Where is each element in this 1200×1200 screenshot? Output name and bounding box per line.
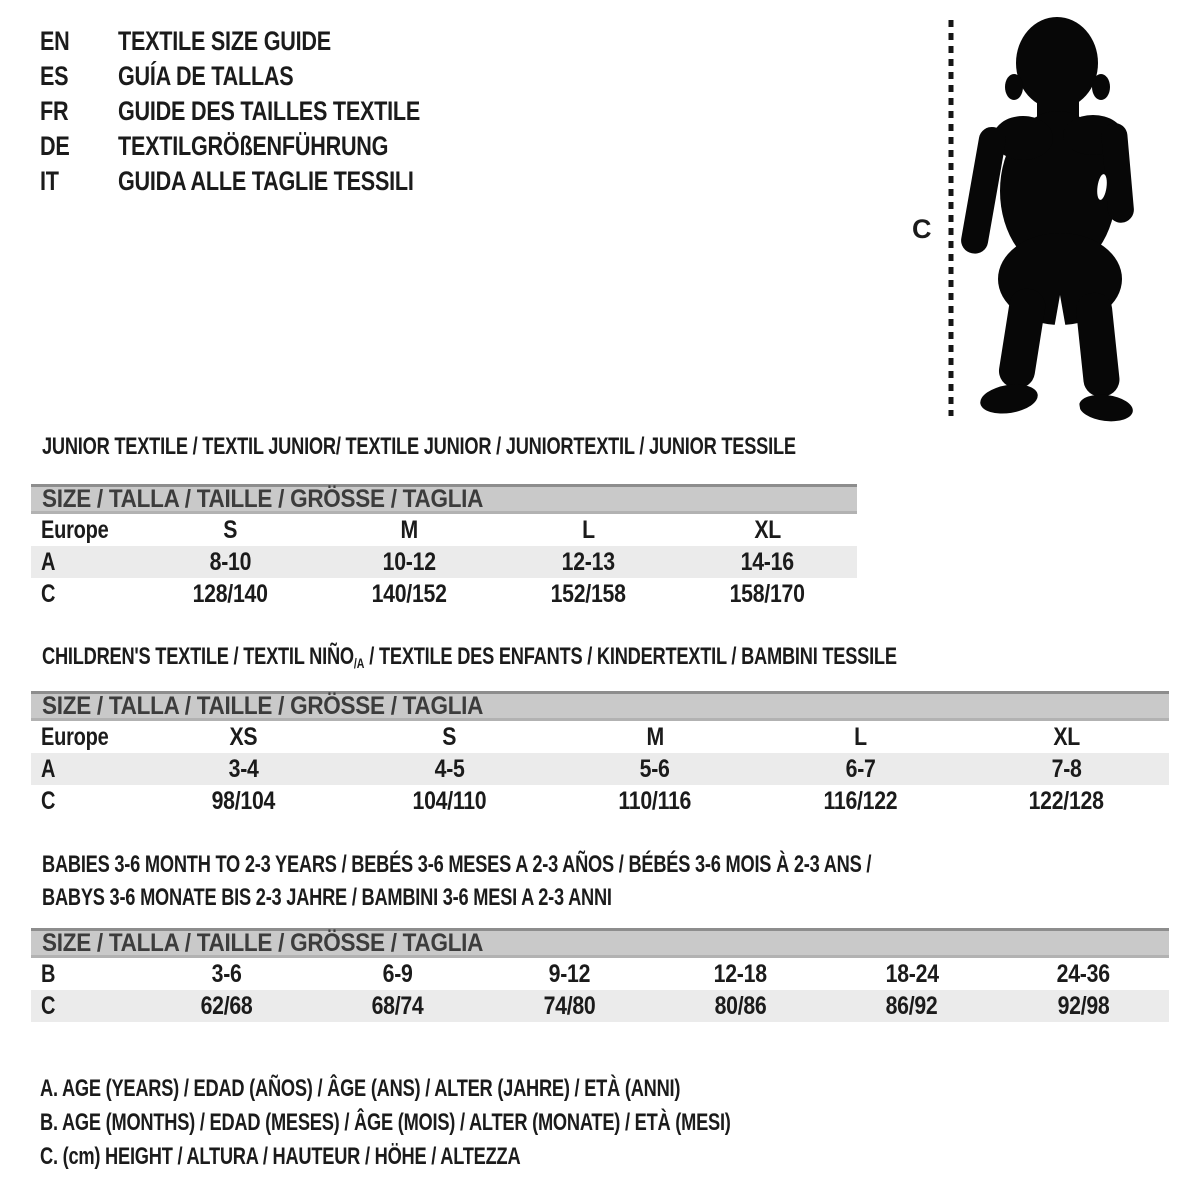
junior-size-header-bar <box>31 484 857 514</box>
children-size-header-bar <box>31 691 1169 721</box>
children-region-label: Europe <box>41 722 109 751</box>
lang-label-fr: GUIDE DES TAILLES TEXTILE <box>118 96 421 126</box>
lang-code-de: DE <box>40 131 70 161</box>
junior-columns-row <box>31 514 857 546</box>
junior-col-l: L <box>582 515 595 544</box>
children-col-xs: XS <box>229 722 258 751</box>
lang-row-es <box>40 59 496 94</box>
children-size-table <box>31 691 1169 817</box>
children-col-xl: XL <box>1052 722 1080 751</box>
junior-col-xl: XL <box>754 515 781 544</box>
footnote-c: C. (cm) HEIGHT / ALTURA / HAUTEUR / HÖHE / ALTEZZA <box>40 1143 521 1170</box>
lang-label-es: GUÍA DE TALLAS <box>118 61 294 91</box>
lang-label-en: TEXTILE SIZE GUIDE <box>118 26 331 56</box>
babies-size-table <box>31 928 1169 1022</box>
junior-row-c: C 128/140 140/152 152/158 158/170 <box>31 578 857 610</box>
lang-label-de: TEXTILGRÖßENFÜHRUNG <box>118 131 389 161</box>
junior-section-heading: JUNIOR TEXTILE / TEXTIL JUNIOR/ TEXTILE JUNIOR / JUNIORTEXTIL / JUNIOR TESSILE <box>42 433 796 460</box>
footnote-a: A. AGE (YEARS) / EDAD (AÑOS) / ÂGE (ANS) / ALTER (JAHRE) / ETÀ (ANNI) <box>40 1075 681 1102</box>
lang-row-de <box>40 129 496 164</box>
footnote-b: B. AGE (MONTHS) / EDAD (MESES) / ÂGE (MOIS) / ALTER (MONATE) / ETÀ (MESI) <box>40 1109 731 1136</box>
lang-label-it: GUIDA ALLE TAGLIE TESSILI <box>118 166 414 196</box>
junior-col-s: S <box>223 515 238 544</box>
junior-region-label: Europe <box>41 515 109 544</box>
height-marker-label: C <box>912 214 932 244</box>
children-size-header-text: SIZE / TALLA / TAILLE / GRÖSSE / TAGLIA <box>42 691 484 720</box>
language-legend <box>40 24 496 199</box>
children-col-l: L <box>854 722 867 751</box>
children-row-a: A 3-4 4-5 5-6 6-7 7-8 <box>31 753 1169 785</box>
toddler-silhouette-icon <box>900 8 1160 426</box>
babies-size-header-bar <box>31 928 1169 958</box>
lang-row-en <box>40 24 496 59</box>
children-columns-row <box>31 721 1169 753</box>
babies-row-c: C 62/68 68/74 74/80 80/86 86/92 92/98 <box>31 990 1169 1022</box>
lang-code-en: EN <box>40 26 70 56</box>
children-heading-subscript: /A <box>353 654 365 671</box>
children-section-heading: CHILDREN'S TEXTILE / TEXTIL NIÑO/A / TEXTILE DES ENFANTS / KINDERTEXTIL / BAMBINI TESSILE <box>42 643 897 671</box>
children-col-m: M <box>646 722 664 751</box>
lang-row-it <box>40 164 496 199</box>
lang-code-es: ES <box>40 61 69 91</box>
children-col-s: S <box>442 722 457 751</box>
toddler-silhouette-shape <box>959 17 1135 425</box>
junior-col-m: M <box>400 515 419 544</box>
lang-code-it: IT <box>40 166 59 196</box>
footnotes <box>40 1072 949 1174</box>
babies-section-heading-line1: BABIES 3-6 MONTH TO 2-3 YEARS / BEBÉS 3-6 MESES A 2-3 AÑOS / BÉBÉS 3-6 MOIS À 2-3 ANS / <box>42 851 872 878</box>
children-row-c: C 98/104 104/110 110/116 116/122 122/128 <box>31 785 1169 817</box>
junior-row-a: A 8-10 10-12 12-13 14-16 <box>31 546 857 578</box>
lang-row-fr <box>40 94 496 129</box>
babies-section-heading-line2: BABYS 3-6 MONATE BIS 2-3 JAHRE / BAMBINI 3-6 MESI A 2-3 ANNI <box>42 884 612 911</box>
lang-code-fr: FR <box>40 96 69 126</box>
junior-size-table <box>31 484 857 610</box>
babies-row-b: B 3-6 6-9 9-12 12-18 18-24 24-36 <box>31 958 1169 990</box>
junior-size-header-text: SIZE / TALLA / TAILLE / GRÖSSE / TAGLIA <box>42 484 484 513</box>
babies-size-header-text: SIZE / TALLA / TAILLE / GRÖSSE / TAGLIA <box>42 928 484 957</box>
